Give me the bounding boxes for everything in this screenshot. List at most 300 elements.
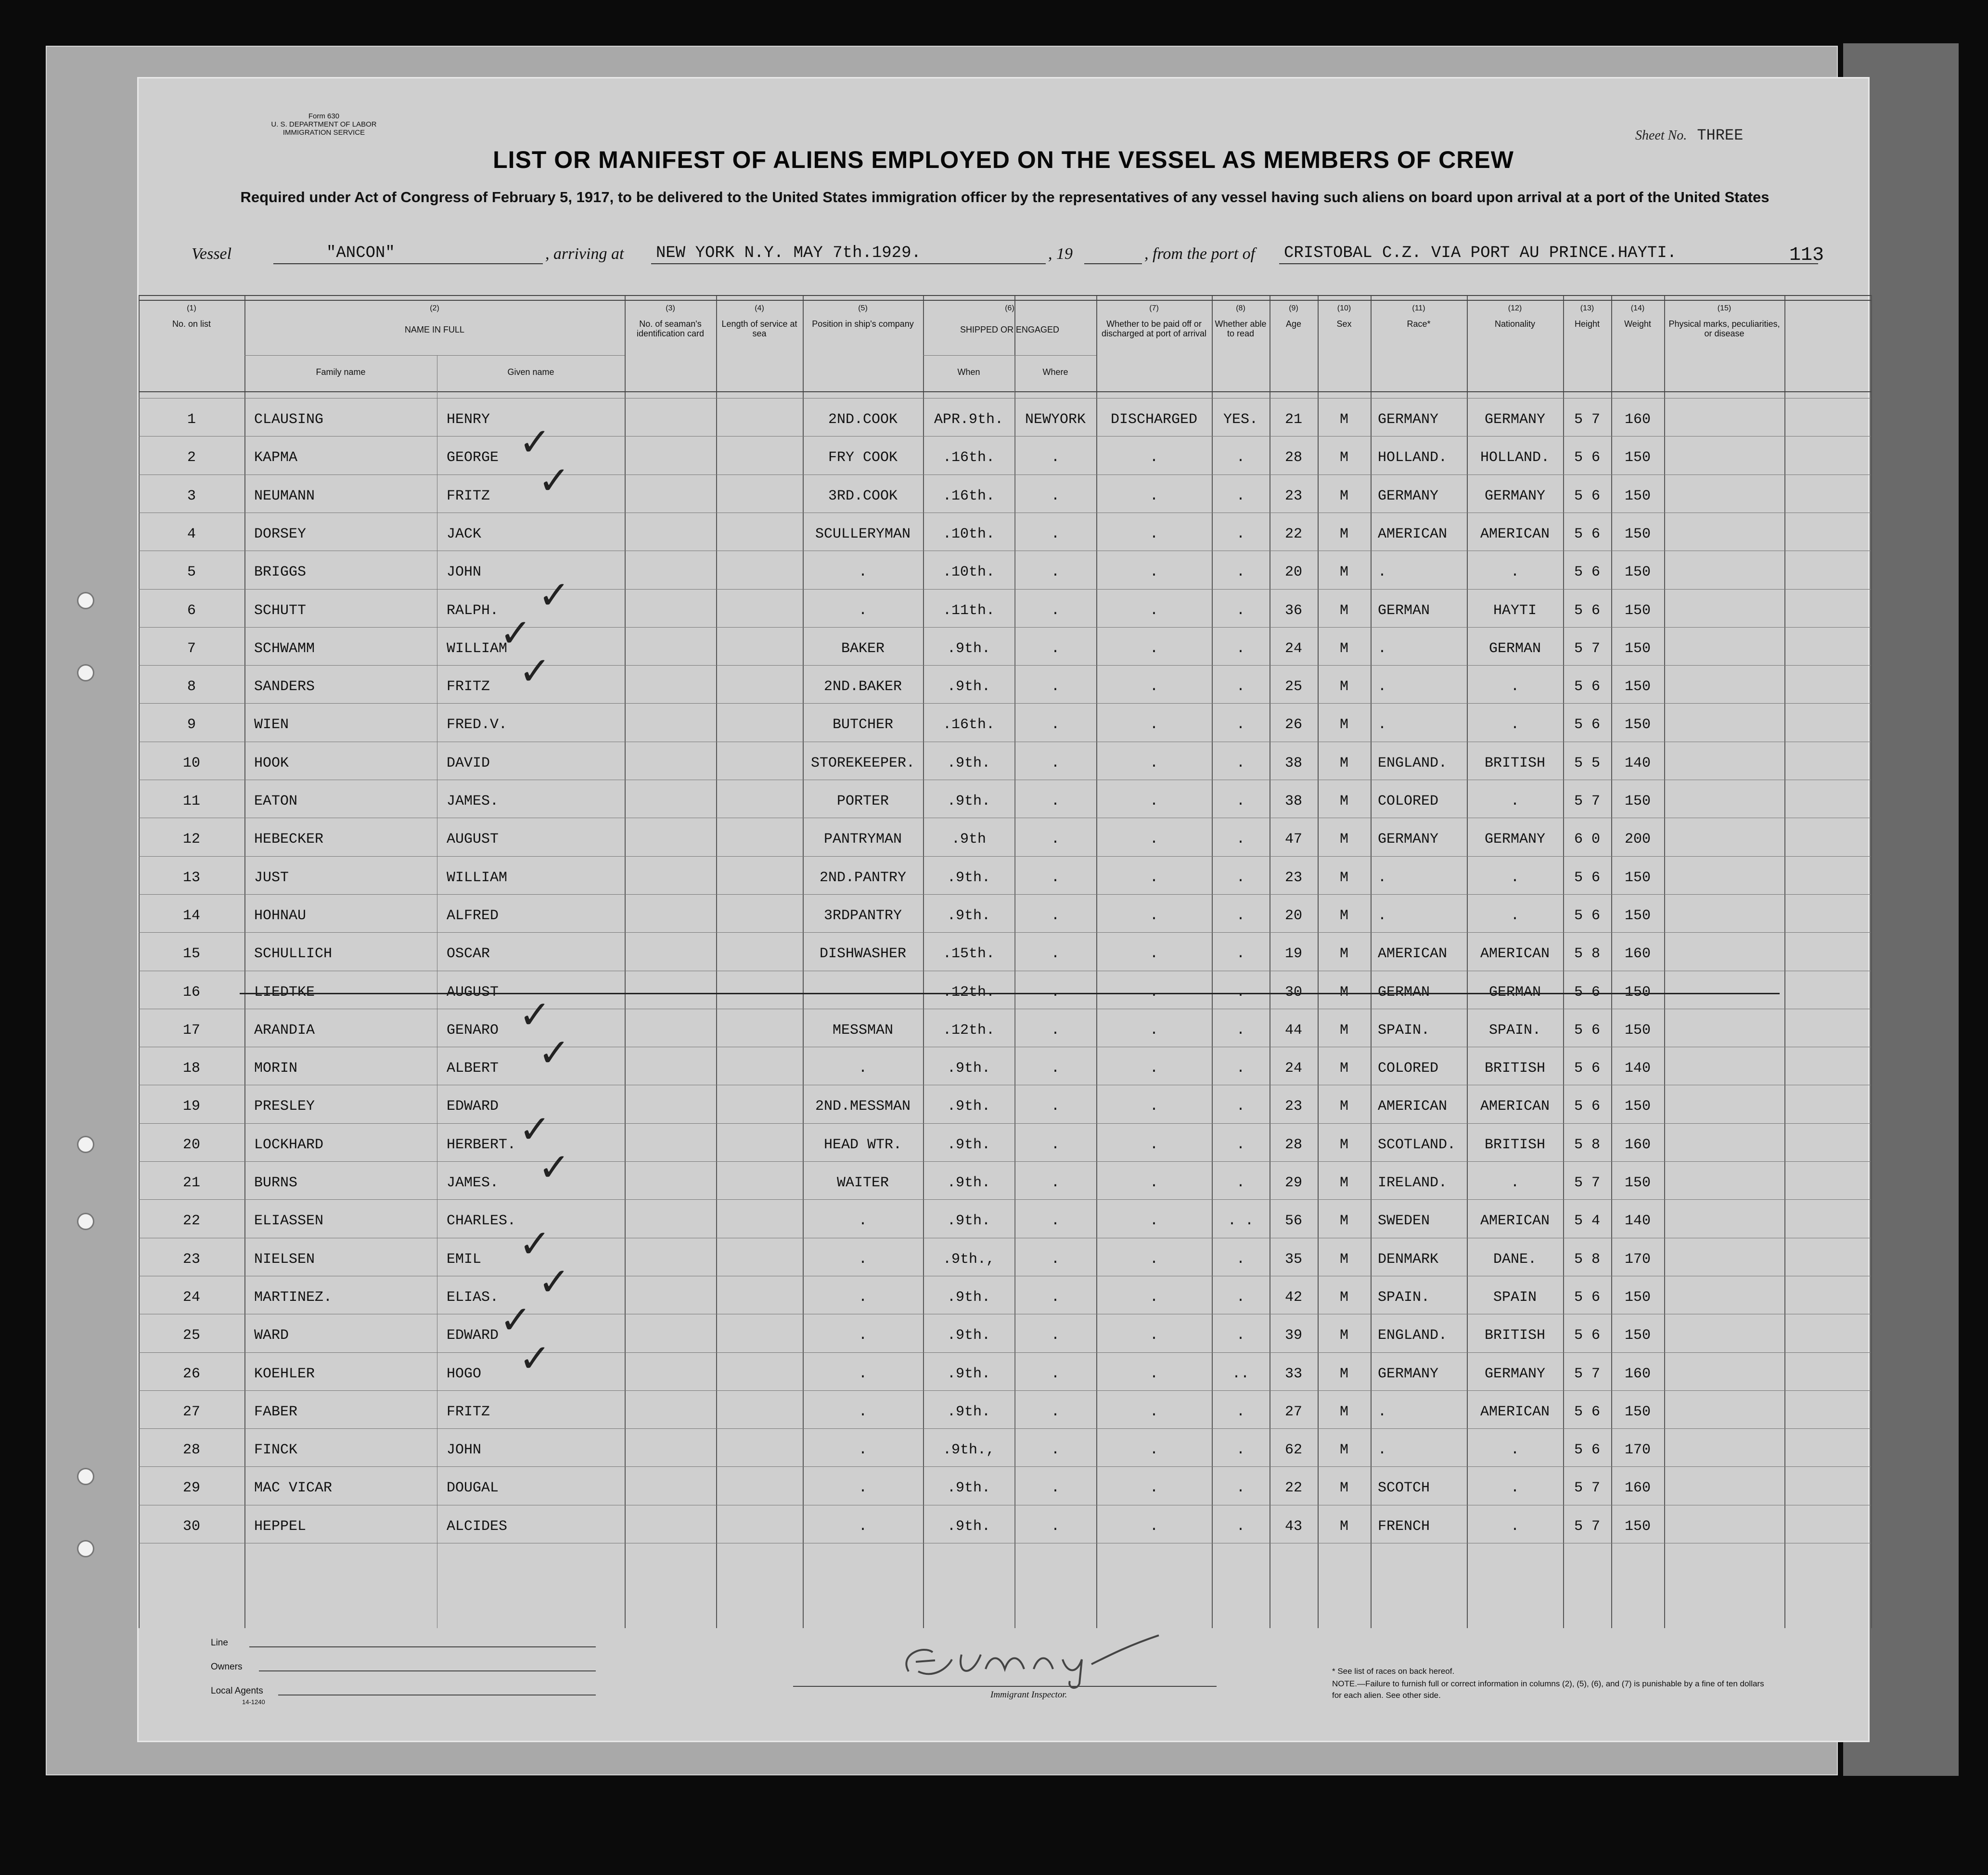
- table-row: [139, 668, 1871, 706]
- cell-family: JUST: [254, 869, 289, 886]
- cell-when: .9th.: [947, 679, 990, 695]
- table-row: [139, 897, 1871, 935]
- cell-sex: M: [1339, 946, 1348, 963]
- column-header: Length of service at sea: [721, 319, 797, 338]
- cell-when: .12th.: [942, 984, 995, 1001]
- column-header: Position in ship's company: [812, 319, 914, 329]
- cell-nat: .: [1510, 1518, 1519, 1535]
- cell-paid: .: [1149, 602, 1158, 619]
- cell-where: .: [1051, 1480, 1060, 1497]
- cell-nat: GERMANY: [1484, 1365, 1546, 1382]
- vessel-line: [182, 242, 1837, 271]
- cell-position: .: [858, 1289, 867, 1306]
- cell-wt: 150: [1624, 907, 1651, 924]
- table-row: [139, 630, 1871, 668]
- cell-race: .: [1378, 907, 1387, 924]
- cell-age: 33: [1284, 1365, 1302, 1382]
- cell-where: .: [1051, 564, 1060, 581]
- column-header: NAME IN FULL: [404, 325, 465, 334]
- sheet-number-label: Sheet No.: [1635, 128, 1687, 143]
- agents-code: 14-1240: [242, 1698, 265, 1706]
- cell-where: .: [1051, 1365, 1060, 1382]
- check-mark-icon: ✓: [519, 420, 552, 465]
- cell-age: 28: [1284, 449, 1302, 466]
- cell-no: 1: [187, 411, 196, 428]
- cell-race: HOLLAND.: [1378, 449, 1448, 466]
- cell-nat: GERMANY: [1484, 488, 1546, 504]
- check-mark-icon: ✓: [519, 1336, 552, 1381]
- cell-sex: M: [1339, 640, 1348, 657]
- cell-wt: 150: [1624, 679, 1651, 695]
- cell-paid: .: [1149, 640, 1158, 657]
- cell-given: JAMES.: [447, 1175, 499, 1191]
- cell-given: ALCIDES: [447, 1518, 508, 1535]
- column-number: (1): [187, 304, 196, 312]
- cell-read: .: [1236, 1403, 1245, 1420]
- cell-ht: 5 8: [1574, 946, 1600, 963]
- cell-ht: 5 6: [1574, 1289, 1600, 1306]
- cell-nat: GERMAN: [1488, 640, 1541, 657]
- cell-no: 21: [182, 1175, 200, 1191]
- cell-sex: M: [1339, 1442, 1348, 1459]
- cell-family: HOOK: [254, 755, 289, 771]
- check-mark-icon: ✓: [519, 649, 552, 694]
- cell-no: 20: [182, 1136, 200, 1153]
- cell-age: 29: [1284, 1175, 1302, 1191]
- cell-wt: 150: [1624, 1175, 1651, 1191]
- table-row: [139, 745, 1871, 783]
- owners-label: Owners: [211, 1662, 243, 1672]
- cell-given: ALBERT: [447, 1060, 499, 1077]
- column-number: (3): [666, 304, 675, 312]
- cell-no: 12: [182, 831, 200, 848]
- cell-ht: 5 7: [1574, 793, 1600, 809]
- cell-race: AMERICAN: [1378, 946, 1448, 963]
- cell-nat: BRITISH: [1484, 1136, 1546, 1153]
- cell-given: WILLIAM: [447, 869, 508, 886]
- cell-wt: 140: [1624, 1060, 1651, 1077]
- cell-sex: M: [1339, 1022, 1348, 1039]
- cell-where: .: [1051, 679, 1060, 695]
- cell-race: GERMAN: [1378, 984, 1430, 1001]
- cell-ht: 5 7: [1574, 411, 1600, 428]
- cell-when: .11th.: [942, 602, 995, 619]
- cell-age: 21: [1284, 411, 1302, 428]
- subheader-rule: [923, 355, 1096, 356]
- cell-race: .: [1378, 1403, 1387, 1420]
- cell-race: DENMARK: [1378, 1251, 1439, 1268]
- cell-family: HOHNAU: [254, 907, 307, 924]
- cell-sex: M: [1339, 717, 1348, 733]
- cell-nat: .: [1510, 717, 1519, 733]
- cell-family: BURNS: [254, 1175, 298, 1191]
- cell-read: .: [1236, 869, 1245, 886]
- cell-given: HENRY: [447, 411, 490, 428]
- cell-no: 19: [182, 1098, 200, 1115]
- check-mark-icon: ✓: [519, 992, 552, 1037]
- cell-ht: 5 6: [1574, 717, 1600, 733]
- table-row: [139, 935, 1871, 973]
- cell-ht: 5 6: [1574, 869, 1600, 886]
- table-row: [139, 974, 1871, 1012]
- cell-race: COLORED: [1378, 793, 1439, 809]
- cell-sex: M: [1339, 755, 1348, 771]
- cell-position: .: [858, 1480, 867, 1497]
- cell-no: 5: [187, 564, 196, 581]
- column-header: Whether to be paid off or discharged at port of arrival: [1101, 319, 1207, 338]
- cell-position: .: [858, 1365, 867, 1382]
- cell-race: .: [1378, 869, 1387, 886]
- cell-paid: .: [1149, 1022, 1158, 1039]
- cell-ht: 5 6: [1574, 679, 1600, 695]
- cell-given: EMIL: [447, 1251, 482, 1268]
- cell-age: 24: [1284, 640, 1302, 657]
- header-rule: [139, 300, 1871, 301]
- cell-paid: .: [1149, 679, 1158, 695]
- column-header: No. on list: [172, 319, 211, 329]
- cell-race: .: [1378, 679, 1387, 695]
- cell-sex: M: [1339, 1136, 1348, 1153]
- table-row: [139, 1469, 1871, 1507]
- cell-no: 11: [182, 793, 200, 809]
- cell-no: 14: [182, 907, 200, 924]
- cell-given: GENARO: [447, 1022, 499, 1039]
- cell-nat: .: [1510, 907, 1519, 924]
- cell-nat: .: [1510, 1442, 1519, 1459]
- cell-read: .: [1236, 946, 1245, 963]
- column-number: (8): [1236, 304, 1245, 312]
- cell-given: HERBERT.: [447, 1136, 516, 1153]
- year-label: , 19: [1048, 245, 1073, 263]
- cell-sex: M: [1339, 679, 1348, 695]
- cell-sex: M: [1339, 869, 1348, 886]
- cell-where: .: [1051, 1060, 1060, 1077]
- cell-ht: 5 8: [1574, 1136, 1600, 1153]
- cell-read: .: [1236, 1480, 1245, 1497]
- cell-paid: .: [1149, 1213, 1158, 1230]
- cell-family: KOEHLER: [254, 1365, 315, 1382]
- cell-race: AMERICAN: [1378, 1098, 1448, 1115]
- cell-family: MARTINEZ.: [254, 1289, 333, 1306]
- cell-given: FRITZ: [447, 1403, 490, 1420]
- column-number: (4): [755, 304, 764, 312]
- cell-wt: 150: [1624, 488, 1651, 504]
- cell-given: HOGO: [447, 1365, 482, 1382]
- cell-paid: .: [1149, 793, 1158, 809]
- cell-read: .: [1236, 1518, 1245, 1535]
- cell-position: PORTER: [836, 793, 889, 809]
- punch-hole: [77, 664, 94, 681]
- cell-sex: M: [1339, 1365, 1348, 1382]
- cell-sex: M: [1339, 1327, 1348, 1344]
- cell-given: RALPH.: [447, 602, 499, 619]
- cell-read: .: [1236, 793, 1245, 809]
- cell-race: .: [1378, 1442, 1387, 1459]
- cell-nat: DANE.: [1493, 1251, 1537, 1268]
- column-header: Age: [1285, 319, 1302, 329]
- cell-where: .: [1051, 1442, 1060, 1459]
- cell-wt: 150: [1624, 564, 1651, 581]
- cell-given: DOUGAL: [447, 1480, 499, 1497]
- cell-wt: 150: [1624, 793, 1651, 809]
- cell-age: 19: [1284, 946, 1302, 963]
- cell-no: 8: [187, 679, 196, 695]
- cell-no: 27: [182, 1403, 200, 1420]
- cell-given: EDWARD: [447, 1327, 499, 1344]
- cell-given: WILLIAM: [447, 640, 508, 657]
- cell-when: .9th.: [947, 907, 990, 924]
- cell-family: BRIGGS: [254, 564, 307, 581]
- column-header: Sex: [1336, 319, 1352, 329]
- cell-family: SANDERS: [254, 679, 315, 695]
- cell-where: .: [1051, 488, 1060, 504]
- cell-ht: 5 7: [1574, 1480, 1600, 1497]
- cell-given: ALFRED: [447, 907, 499, 924]
- cell-wt: 150: [1624, 526, 1651, 542]
- cell-age: 38: [1284, 755, 1302, 771]
- cell-family: LIEDTKE: [254, 984, 315, 1001]
- cell-sex: M: [1339, 831, 1348, 848]
- cell-nat: BRITISH: [1484, 755, 1546, 771]
- cell-ht: 5 6: [1574, 526, 1600, 542]
- table-row: [139, 477, 1871, 515]
- cell-age: 35: [1284, 1251, 1302, 1268]
- cell-age: 23: [1284, 488, 1302, 504]
- cell-age: 26: [1284, 717, 1302, 733]
- column-header: Nationality: [1494, 319, 1536, 329]
- cell-nat: .: [1510, 869, 1519, 886]
- cell-no: 22: [182, 1213, 200, 1230]
- cell-paid: .: [1149, 1251, 1158, 1268]
- cell-paid: .: [1149, 1098, 1158, 1115]
- table-row: [139, 1050, 1871, 1088]
- cell-paid: .: [1149, 869, 1158, 886]
- column-number: (14): [1630, 304, 1645, 312]
- column-header: Whether able to read: [1215, 319, 1267, 338]
- vessel-name: "ANCON": [326, 244, 395, 262]
- cell-family: MORIN: [254, 1060, 298, 1077]
- check-mark-icon: ✓: [538, 1145, 571, 1190]
- cell-wt: 160: [1624, 411, 1651, 428]
- cell-given: JOHN: [447, 564, 482, 581]
- cell-position: 3RD.COOK: [828, 488, 898, 504]
- cell-read: .: [1236, 526, 1245, 542]
- column-header: No. of seaman's identification card: [636, 319, 705, 338]
- cell-read: .: [1236, 907, 1245, 924]
- cell-sex: M: [1339, 907, 1348, 924]
- cell-ht: 5 7: [1574, 640, 1600, 657]
- cell-position: .: [858, 1327, 867, 1344]
- cell-paid: .: [1149, 831, 1158, 848]
- cell-read: . .: [1227, 1213, 1254, 1230]
- punch-hole: [77, 592, 94, 609]
- cell-sex: M: [1339, 449, 1348, 466]
- form-header: [223, 112, 425, 137]
- cell-age: 20: [1284, 907, 1302, 924]
- cell-no: 6: [187, 602, 196, 619]
- cell-nat: AMERICAN: [1480, 1098, 1550, 1115]
- table-row: [139, 1241, 1871, 1279]
- cell-nat: HAYTI: [1493, 602, 1537, 619]
- cell-where: NEWYORK: [1025, 411, 1086, 428]
- cell-family: NEUMANN: [254, 488, 315, 504]
- cell-wt: 150: [1624, 449, 1651, 466]
- cell-given: AUGUST: [447, 831, 499, 848]
- cell-no: 4: [187, 526, 196, 542]
- cell-where: .: [1051, 1518, 1060, 1535]
- cell-race: .: [1378, 640, 1387, 657]
- cell-no: 23: [182, 1251, 200, 1268]
- table-row: [139, 1431, 1871, 1469]
- cell-when: .9th: [951, 831, 986, 848]
- cell-sex: M: [1339, 602, 1348, 619]
- cell-when: .12th.: [942, 1022, 995, 1039]
- cell-nat: SPAIN.: [1488, 1022, 1541, 1039]
- cell-race: ENGLAND.: [1378, 1327, 1448, 1344]
- inspector-label: Immigrant Inspector.: [990, 1690, 1067, 1700]
- cell-wt: 150: [1624, 1289, 1651, 1306]
- cell-given: JACK: [447, 526, 482, 542]
- cell-age: 28: [1284, 1136, 1302, 1153]
- from-port-label: , from the port of: [1144, 245, 1256, 263]
- cell-wt: 150: [1624, 640, 1651, 657]
- crew-table: [139, 295, 1871, 1628]
- cell-family: KAPMA: [254, 449, 298, 466]
- cell-no: 28: [182, 1442, 200, 1459]
- cell-wt: 150: [1624, 869, 1651, 886]
- cell-position: HEAD WTR.: [823, 1136, 902, 1153]
- table-row: [139, 1279, 1871, 1317]
- form-number: Form 630: [308, 112, 340, 120]
- cell-given: FRITZ: [447, 488, 490, 504]
- cell-age: 42: [1284, 1289, 1302, 1306]
- cell-no: 30: [182, 1518, 200, 1535]
- column-number: (7): [1149, 304, 1159, 312]
- cell-race: SCOTLAND.: [1378, 1136, 1456, 1153]
- cell-family: EATON: [254, 793, 298, 809]
- table-row: [139, 1393, 1871, 1431]
- cell-paid: .: [1149, 1289, 1158, 1306]
- cell-paid: .: [1149, 564, 1158, 581]
- table-row: [139, 1088, 1871, 1126]
- cell-race: .: [1378, 717, 1387, 733]
- cell-family: ELIASSEN: [254, 1213, 324, 1230]
- table-row: [139, 592, 1871, 630]
- cell-when: .9th.: [947, 755, 990, 771]
- cell-sex: M: [1339, 1403, 1348, 1420]
- cell-wt: 150: [1624, 602, 1651, 619]
- cell-position: .: [858, 1403, 867, 1420]
- table-row: [139, 783, 1871, 821]
- cell-when: .9th.: [947, 1365, 990, 1382]
- cell-ht: 6 0: [1574, 831, 1600, 848]
- cell-nat: GERMANY: [1484, 831, 1546, 848]
- cell-race: GERMANY: [1378, 411, 1439, 428]
- cell-given: FRED.V.: [447, 717, 508, 733]
- cell-family: FABER: [254, 1403, 298, 1420]
- cell-read: .: [1236, 1175, 1245, 1191]
- cell-sex: M: [1339, 984, 1348, 1001]
- cell-race: SWEDEN: [1378, 1213, 1430, 1230]
- cell-given: CHARLES.: [447, 1213, 516, 1230]
- cell-nat: AMERICAN: [1480, 1213, 1550, 1230]
- cell-family: NIELSEN: [254, 1251, 315, 1268]
- cell-ht: 5 6: [1574, 564, 1600, 581]
- cell-position: .: [858, 1442, 867, 1459]
- cell-position: .: [858, 1213, 867, 1230]
- cell-ht: 5 8: [1574, 1251, 1600, 1268]
- cell-position: MESSMAN: [832, 1022, 894, 1039]
- cell-race: COLORED: [1378, 1060, 1439, 1077]
- column-subheader: When: [957, 367, 980, 377]
- cell-where: .: [1051, 526, 1060, 542]
- cell-family: FINCK: [254, 1442, 298, 1459]
- cell-ht: 5 6: [1574, 1098, 1600, 1115]
- cell-wt: 150: [1624, 1098, 1651, 1115]
- cell-position: FRY COOK: [828, 449, 898, 466]
- column-header: Weight: [1624, 319, 1651, 329]
- cell-position: WAITER: [836, 1175, 889, 1191]
- cell-read: .: [1236, 755, 1245, 771]
- cell-age: 20: [1284, 564, 1302, 581]
- cell-no: 25: [182, 1327, 200, 1344]
- cell-read: .: [1236, 1251, 1245, 1268]
- vessel-label: Vessel: [192, 245, 232, 263]
- column-number: (5): [858, 304, 868, 312]
- cell-read: .: [1236, 831, 1245, 848]
- cell-ht: 5 5: [1574, 755, 1600, 771]
- cell-ht: 5 6: [1574, 488, 1600, 504]
- subheader-rule: [244, 355, 625, 356]
- cell-paid: DISCHARGED: [1110, 411, 1198, 428]
- cell-family: HEPPEL: [254, 1518, 307, 1535]
- cell-wt: 200: [1624, 831, 1651, 848]
- line-label: Line: [211, 1638, 228, 1648]
- service-name: IMMIGRATION SERVICE: [282, 128, 365, 137]
- cell-nat: GERMAN: [1488, 984, 1541, 1001]
- cell-read: .: [1236, 602, 1245, 619]
- cell-ht: 5 6: [1574, 1327, 1600, 1344]
- cell-when: .15th.: [942, 946, 995, 963]
- cell-position: BAKER: [841, 640, 885, 657]
- cell-given: JOHN: [447, 1442, 482, 1459]
- penalty-note: NOTE.—Failure to furnish full or correct information in columns (2), (5), (6), and (7) is punishable by a fine of ten dollars for each alien. See other side.: [1332, 1679, 1764, 1700]
- cell-when: .9th.: [947, 793, 990, 809]
- cell-sex: M: [1339, 1518, 1348, 1535]
- cell-given: DAVID: [447, 755, 490, 771]
- cell-ht: 5 6: [1574, 1060, 1600, 1077]
- check-mark-icon: ✓: [538, 1259, 571, 1304]
- cell-family: DORSEY: [254, 526, 307, 542]
- table-row: [139, 1012, 1871, 1050]
- department-name: U. S. DEPARTMENT OF LABOR: [271, 120, 377, 128]
- cell-where: .: [1051, 1251, 1060, 1268]
- cell-no: 26: [182, 1365, 200, 1382]
- cell-race: GERMAN: [1378, 602, 1430, 619]
- races-note: * See list of races on back hereof.: [1332, 1667, 1455, 1676]
- manifest-number: 113: [1789, 244, 1824, 266]
- header-rule: [139, 295, 1871, 296]
- cell-ht: 5 7: [1574, 1175, 1600, 1191]
- cell-read: .: [1236, 488, 1245, 504]
- cell-paid: .: [1149, 755, 1158, 771]
- column-header: Race*: [1407, 319, 1431, 329]
- cell-paid: .: [1149, 1518, 1158, 1535]
- cell-age: 44: [1284, 1022, 1302, 1039]
- cell-read: .: [1236, 449, 1245, 466]
- cell-given: ELIAS.: [447, 1289, 499, 1306]
- cell-position: STOREKEEPER.: [810, 755, 915, 771]
